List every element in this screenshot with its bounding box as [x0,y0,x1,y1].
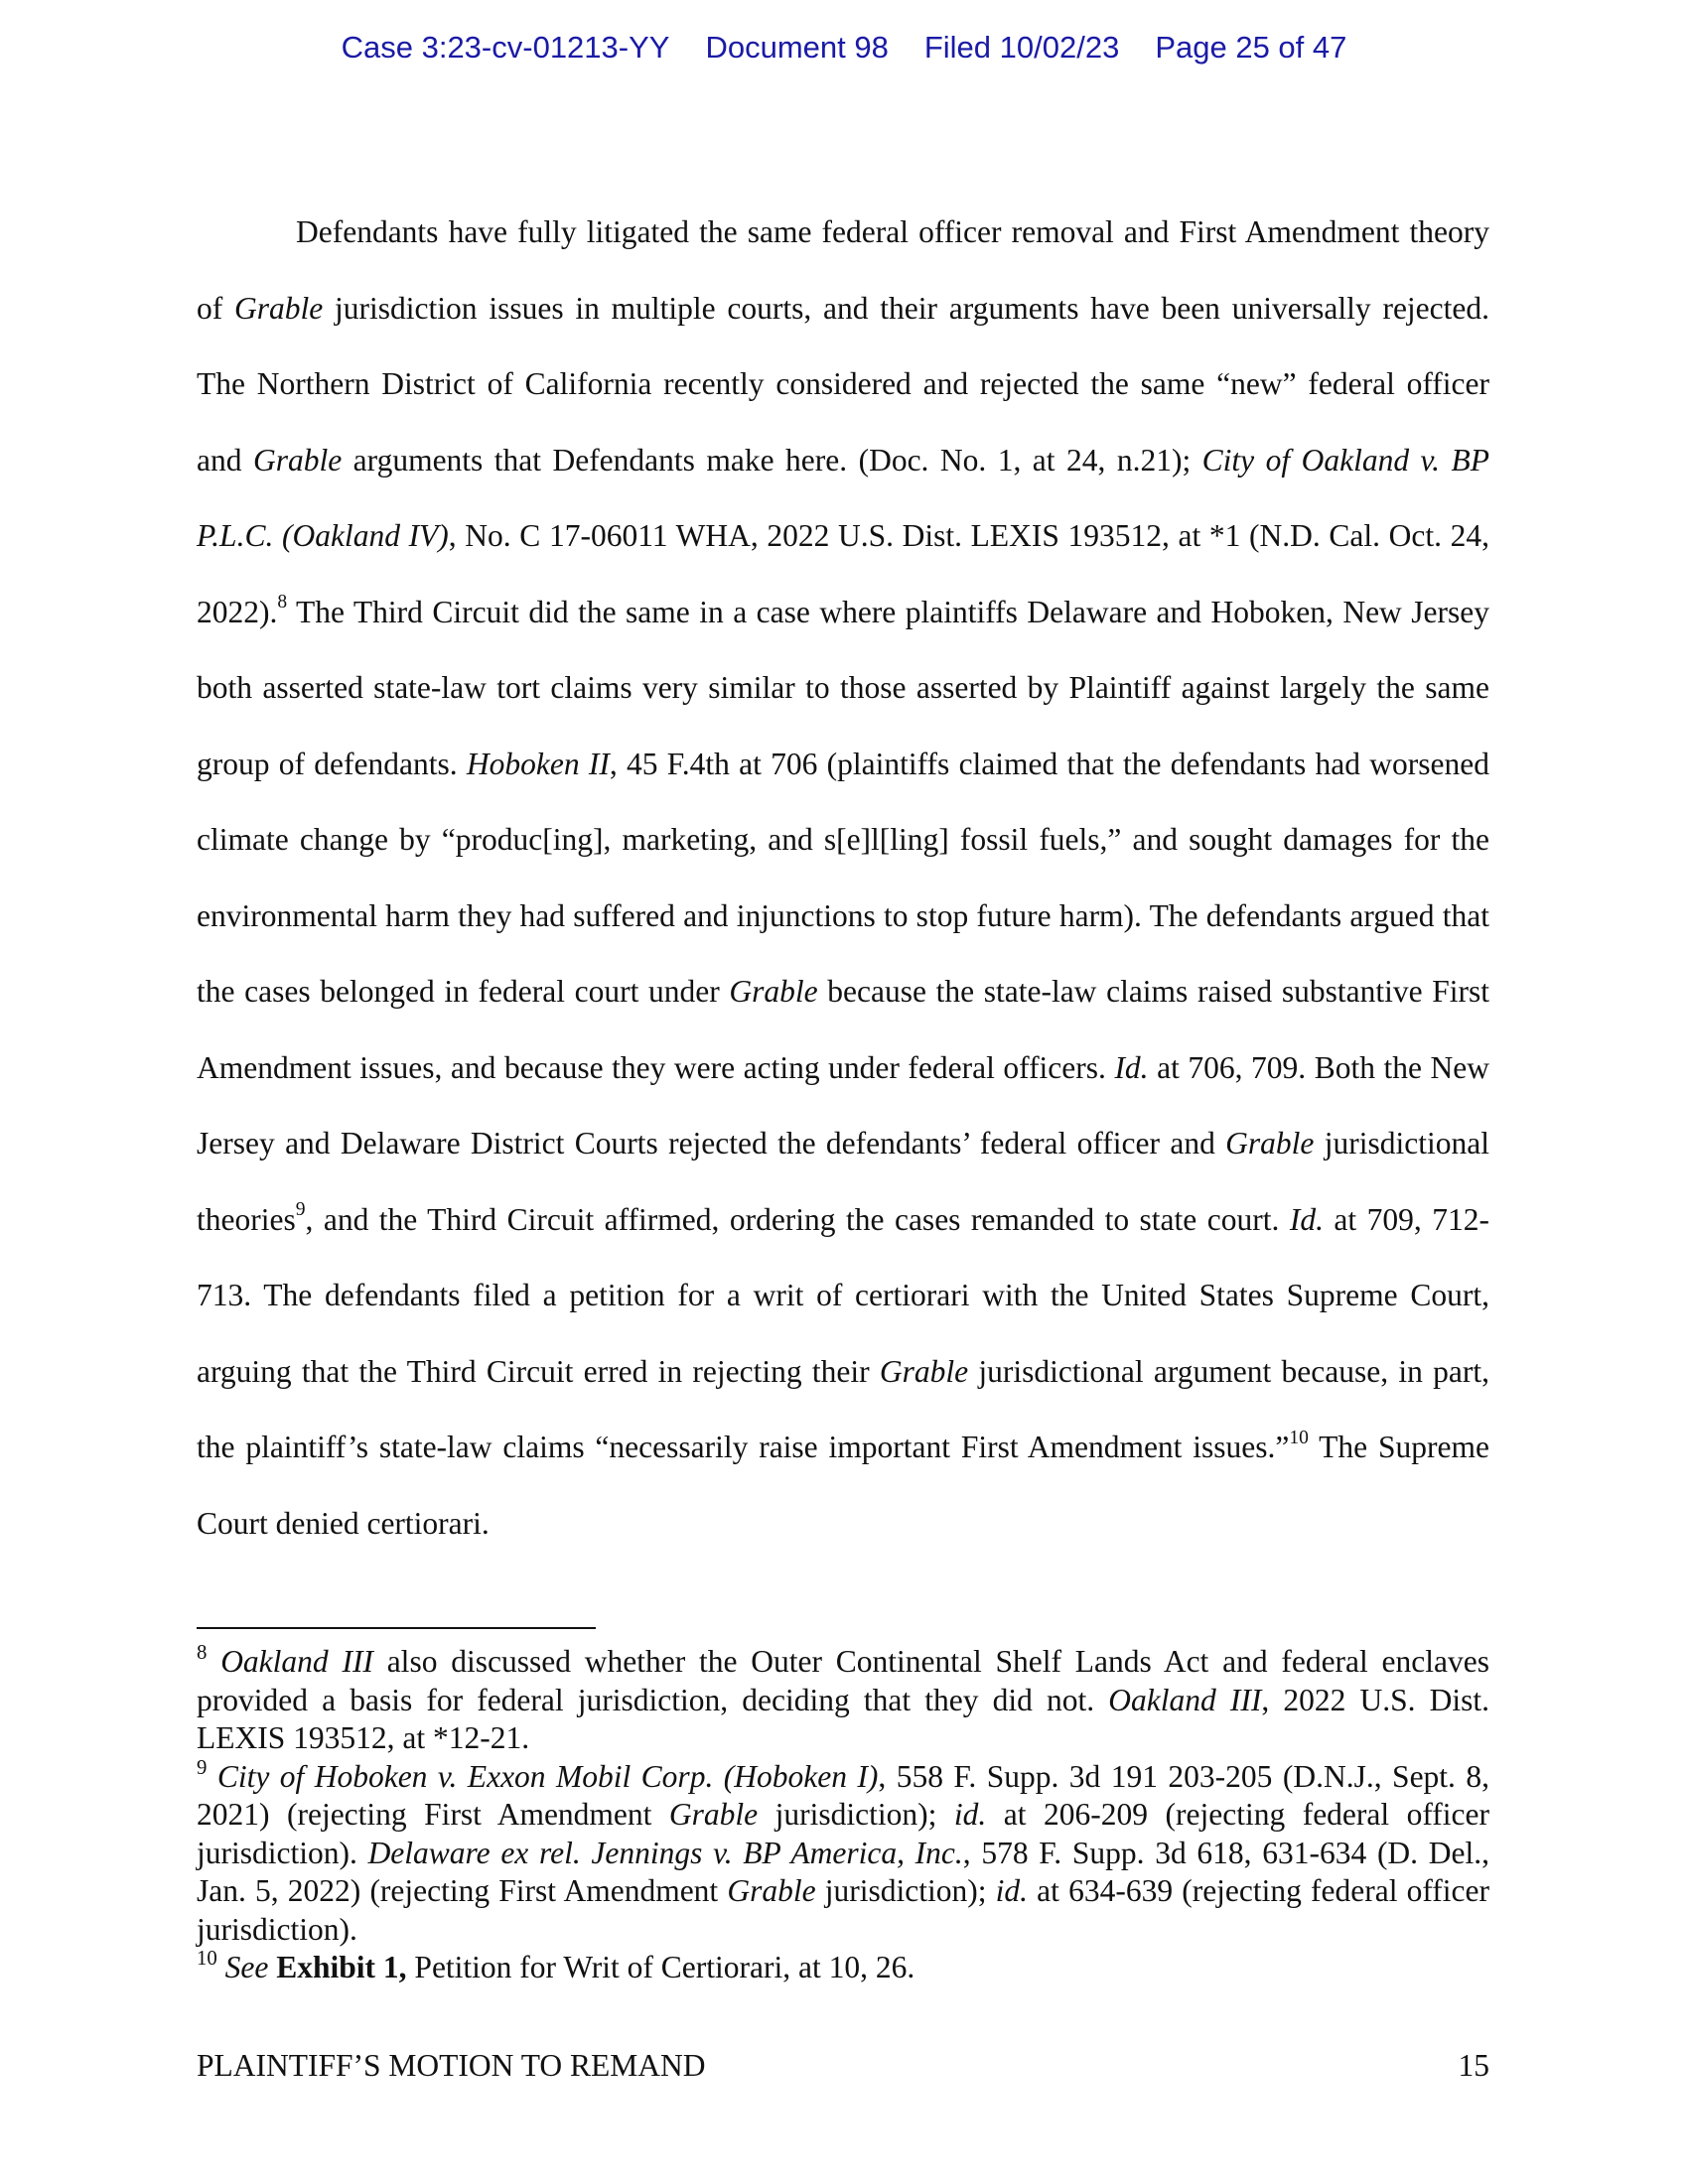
footer-title: PLAINTIFF’S MOTION TO REMAND [197,2048,706,2083]
text-run: jurisdictional theories [197,1126,1489,1237]
page-footer [197,2048,1489,2084]
text-run: at 706, 709. Both the New Jersey and Delaware District Courts rejected the defendants’ federal officer and [197,1049,1489,1160]
text-run: , 558 F. Supp. 3d 191 203-205 (D.N.J., Sept. 8, 2021) (rejecting First Amendment [197,1758,1490,1832]
text-run: jurisdiction issues in multiple courts, and their arguments have been universally rejected. The Northern District of California recently considered and rejected the same “new” federal officer and [197,290,1489,478]
page-count: Page 25 of 47 [1155,30,1347,65]
case-citation-italic: id. [953,1797,987,1832]
footnotes [197,1643,1489,1987]
text-run: Petition for Writ of Certiorari, at 10, 26. [406,1950,915,1984]
footnote-8 [197,1643,1489,1758]
footnote-number: 9 [197,1755,208,1779]
case-citation-italic: Grable [668,1797,759,1832]
case-citation-italic: Grable [727,1873,816,1908]
case-citation-italic: Id. [1114,1049,1149,1085]
case-citation-italic: Oakland III [1108,1682,1262,1717]
footnote-9 [197,1755,1490,1950]
text-run: also discussed whether the Outer Continental Shelf Lands Act and federal enclaves provided a basis for federal jurisdiction, deciding that they did not. [197,1644,1489,1717]
exhibit-reference: Exhibit 1, [276,1950,407,1984]
footnote-ref-9[interactable]: 9 [295,1199,306,1221]
case-citation-italic: Delaware ex rel. Jennings v. BP America, Inc. [367,1835,963,1870]
footnote-ref-8[interactable]: 8 [277,592,288,614]
text-run: , 2022 U.S. Dist. LEXIS 193512, at *12-21. [197,1682,1489,1755]
text-run: jurisdiction); [815,1873,996,1908]
case-citation-italic: Grable [1225,1126,1315,1160]
case-citation-italic: Grable [234,290,324,326]
signal-italic: See [224,1950,269,1984]
case-header [0,30,1688,66]
text-run: at 709, 712-713. The defendants filed a petition for a writ of certiorari with the United States Supreme Court, arguing that the Third Circuit erred in rejecting their [197,1201,1489,1389]
case-citation-italic: Oakland III [220,1644,373,1679]
text-run: Defendants have fully litigated the same federal officer removal and First Amendment theory of [197,214,1489,326]
text-run: at 206-209 (rejecting federal officer jurisdiction). [197,1797,1489,1870]
case-citation-italic: Grable [252,442,343,478]
page-number: 15 [1458,2048,1489,2083]
text-run: The Third Circuit did the same in a case where plaintiffs Delaware and Hoboken, New Jersey both asserted state-law tort claims very similar to those asserted by Plaintiff against largely the same group of defendants. [197,594,1489,781]
footnote-ref-10[interactable]: 10 [1289,1427,1309,1448]
body-text [197,195,1489,1562]
case-citation-italic: Id. [1289,1201,1324,1237]
body-paragraph [197,195,1489,1562]
text-run: , No. C 17-06011 WHA, 2022 U.S. Dist. LEXIS 193512, at *1 (N.D. Cal. Oct. 24, 2022). [197,518,1489,629]
case-citation-italic: Grable [729,974,818,1009]
text-run: The Supreme Court denied certiorari. [197,1430,1489,1541]
case-citation-italic: Grable [879,1353,969,1389]
case-citation-italic: Hoboken II [466,746,610,781]
case-citation-italic: id. [995,1873,1029,1908]
case-citation-italic: City of Hoboken v. Exxon Mobil Corp. (Hoboken I) [216,1758,879,1794]
case-citation-italic: City of Oakland v. BP P.L.C. (Oakland IV) [197,442,1489,553]
footnote-10 [197,1949,1489,1987]
footnote-separator [197,1627,596,1629]
text-run: , 45 F.4th at 706 (plaintiffs claimed that the defendants had worsened climate change by “produc[ing], marketing, and s[e]l[ling] fossil fuels,” and sought damages for the environmental harm they had suffered and injunctions to stop future harm). The defendants argued that the cases belonged in federal court under [197,746,1489,1009]
filed-date: Filed 10/02/23 [923,30,1120,65]
text-run: at 634-639 (rejecting federal officer jurisdiction). [197,1873,1489,1947]
text-run: , 578 F. Supp. 3d 618, 631-634 (D. Del., Jan. 5, 2022) (rejecting First Amendment [197,1835,1489,1908]
footnote-number: 10 [197,1947,217,1971]
text-run: arguments that Defendants make here. (Doc. No. 1, at 24, n.21); [342,442,1202,478]
text-run: , and the Third Circuit affirmed, ordering the cases remanded to state court. [305,1201,1290,1237]
case-number: Case 3:23-cv-01213-YY [341,30,670,65]
text-run: jurisdictional argument because, in part, the plaintiff’s state-law claims “necessarily raise important First Amendment issues.” [197,1353,1489,1464]
document-number: Document 98 [705,30,889,65]
footnote-number: 8 [197,1641,208,1665]
text-run: because the state-law claims raised substantive First Amendment issues, and because they were acting under federal officers. [197,974,1489,1085]
text-run: jurisdiction); [758,1797,954,1832]
